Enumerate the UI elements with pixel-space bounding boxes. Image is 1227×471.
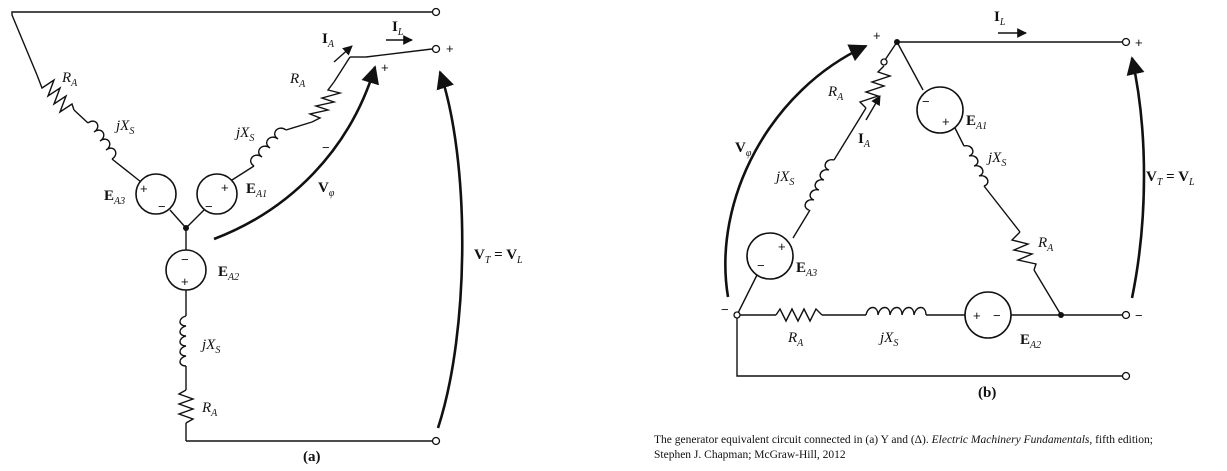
wye-xs1-label: $jX_S$: [236, 125, 255, 144]
delta-xs2-inductor: [866, 308, 926, 316]
delta-left-wire-3: [793, 210, 810, 238]
wye-xs1-inductor: [251, 128, 286, 166]
delta-left-wire: [885, 42, 897, 60]
wye-top-line-wire: [12, 12, 432, 75]
delta-ea2-label: $E_{A2}$: [1020, 332, 1042, 351]
wye-ea3-plus: +: [140, 181, 148, 196]
delta-ea3-minus: −: [757, 258, 765, 273]
delta-xs2-label: $jX_S$: [880, 330, 899, 349]
delta-vt-label: $V_T = V_L$: [1146, 169, 1195, 188]
delta-ra2-label: $R_A$: [788, 330, 804, 349]
wye-xs3-label: $jX_S$: [116, 118, 135, 137]
wye-arm1-to-terminal: [366, 49, 432, 57]
wye-arm1-wire-4: [186, 210, 204, 228]
delta-bottom-left-node: [734, 312, 740, 318]
delta-terminal-minus: −: [1135, 308, 1143, 323]
wye-vphi-label: $V_\varphi$: [318, 180, 335, 199]
delta-ea1-label: $E_{A1}$: [966, 113, 988, 132]
delta-ra1-resistor: [1012, 232, 1036, 270]
wye-ea2-plus: +: [181, 274, 189, 289]
wye-ra1-label: $R_A$: [290, 71, 306, 90]
delta-source-ea3: [747, 233, 793, 279]
wye-terminal-b: [433, 46, 440, 53]
wye-terminal-a: [433, 9, 440, 16]
wye-ea1-plus: +: [221, 180, 229, 195]
wye-ia-label: $I_A$: [322, 31, 334, 50]
wye-ea2-minus: −: [181, 252, 189, 267]
wye-xs2-label: $jX_S$: [202, 337, 221, 356]
delta-left-wire-4: [737, 275, 757, 315]
wye-ra2-resistor: [179, 390, 193, 423]
delta-ia-label: $I_A$: [858, 131, 870, 150]
wye-arm3-wire-3: [170, 210, 186, 228]
wye-ea2-label: $E_{A2}$: [218, 264, 240, 283]
delta-right-wire-3: [984, 186, 1020, 232]
wye-ea1-label: $E_{A1}$: [246, 181, 268, 200]
wye-terminal-plus: +: [446, 41, 454, 56]
delta-vphi-minus: −: [721, 302, 729, 317]
caption-suffix: , fifth edition; Stephen J. Chapman; McGraw-Hill, 2012: [654, 434, 1153, 461]
wye-il-label: $I_L$: [392, 19, 404, 38]
delta-ea1-plus: +: [942, 114, 950, 129]
wye-ea3-label: $E_{A3}$: [104, 188, 126, 207]
wye-vt-label: $V_T = V_L$: [474, 247, 523, 266]
wye-ra3-label: $R_A$: [62, 70, 78, 89]
delta-circuit: [721, 9, 1195, 401]
delta-ea1-minus: −: [922, 94, 930, 109]
wye-caption: (a): [303, 449, 321, 465]
delta-xs3-label: $jX_S$: [776, 169, 795, 188]
delta-terminal-c: [1123, 373, 1130, 380]
delta-source-ea2: [965, 292, 1011, 338]
wye-ea1-minus: −: [205, 199, 213, 214]
wye-arm3-wire: [74, 110, 88, 123]
delta-bottom-line-wire: [737, 318, 1122, 376]
delta-vphi-plus: +: [873, 28, 881, 43]
delta-ea2-minus: −: [993, 308, 1001, 323]
wye-ra2-label: $R_A$: [202, 400, 218, 419]
wye-ra1-resistor: [310, 82, 340, 122]
delta-terminal-plus: +: [1135, 35, 1143, 50]
wye-vphi-minus: −: [322, 140, 330, 155]
wye-xs3-inductor: [88, 121, 116, 159]
wye-source-ea1: [197, 174, 237, 214]
wye-arm3-wire-2: [112, 159, 141, 182]
wye-vphi-arrow: [214, 67, 375, 239]
wye-arm1-wire-3: [232, 166, 254, 180]
delta-right-wire-2: [955, 128, 964, 146]
delta-xs1-label: $jX_S$: [988, 150, 1007, 169]
delta-right-wire-4: [1034, 270, 1061, 315]
caption-book-title: Electric Machinery Fundamentals: [931, 434, 1090, 446]
delta-right-wire: [897, 42, 923, 90]
wye-xs2-inductor: [180, 316, 186, 366]
delta-ea2-plus: +: [973, 308, 981, 323]
delta-il-label: $I_L$: [994, 9, 1006, 28]
wye-terminal-c: [433, 438, 440, 445]
delta-vt-arrow: [1132, 58, 1144, 298]
delta-ia-terminal: [881, 59, 887, 65]
delta-ra2-resistor: [776, 309, 822, 321]
delta-ra1-label: $R_A$: [1038, 235, 1054, 254]
delta-vphi-label: $V_\varphi$: [735, 140, 752, 159]
figure-caption: [654, 433, 1174, 463]
delta-terminal-a: [1123, 39, 1130, 46]
delta-ea3-label: $E_{A3}$: [796, 260, 818, 279]
wye-circuit: [12, 9, 523, 466]
wye-vt-arrow: [438, 72, 462, 428]
delta-xs1-inductor: [964, 146, 988, 186]
delta-ra3-resistor: [860, 66, 890, 108]
caption-prefix: The generator equivalent circuit connected in (a) Y and (Δ).: [654, 434, 932, 446]
wye-ea3-minus: −: [158, 199, 166, 214]
delta-caption: (b): [978, 385, 997, 401]
wye-vphi-plus: +: [381, 60, 389, 75]
wye-ia-arrow: [334, 46, 352, 62]
wye-arm1-wire-2: [286, 122, 312, 130]
delta-xs3-inductor: [805, 160, 834, 210]
delta-ea3-plus: +: [778, 239, 786, 254]
delta-ra3-label: $R_A$: [828, 84, 844, 103]
delta-terminal-b: [1123, 312, 1130, 319]
